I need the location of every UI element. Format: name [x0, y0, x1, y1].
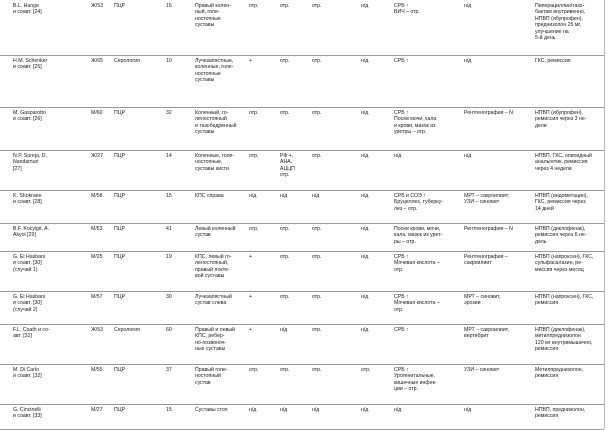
cell-hla-b27: отр.	[312, 254, 322, 260]
cell-authors: G. El Hasbani и соавт. [30] (случай 2)	[13, 294, 46, 313]
cell-interval-days: 15	[166, 407, 172, 413]
cell-diagnostics: ПЦР	[114, 226, 126, 232]
cell-treatment-outcome: НПВП (ибупрофен), ремиссия через 3 не- дели	[535, 110, 587, 129]
cell-lab-findings: СРБ ↑	[394, 58, 409, 64]
cell-treatment-outcome: НПВП (диклофенак), ремиссия через 6 не- дель	[535, 226, 587, 245]
cell-enthesitis: н/д	[249, 407, 257, 413]
cell-hla-b27: отр.	[312, 226, 322, 232]
cell-extra: н/д	[361, 254, 369, 260]
cell-authors: B.F. Kocyigit, A. Akyol [29]	[13, 226, 50, 239]
cell-lab-findings: СРБ ↑ Посев мочи, кала и крови, мазок из уретры – отр.	[394, 110, 437, 136]
cell-authors: K. Shokraee и соавт. [28]	[13, 193, 42, 206]
cell-sex-age: М/60	[91, 110, 103, 116]
cell-diagnostics: ПЦР	[114, 110, 126, 116]
cell-imaging: Рентгенография – N	[464, 226, 513, 232]
cell-joints: Суставы стоп	[195, 407, 228, 413]
cell-authors: F.L. Coath и со- авт. [31]	[13, 327, 50, 340]
cell-diagnostics: ПЦР	[114, 367, 126, 373]
cell-interval-days: 14	[166, 153, 172, 159]
cell-imaging: н/д	[464, 407, 472, 413]
table-right-border	[604, 0, 605, 429]
cell-sex-age: М/25	[91, 254, 103, 260]
cell-hla-b27: отр.	[312, 367, 322, 373]
cell-diagnostics: ПЦР	[114, 407, 126, 413]
cell-authors: G. El Hasbani и соавт. [30] (случай 1)	[13, 254, 46, 273]
cell-authors: M. Gasparotto и соавт. [26]	[13, 110, 46, 123]
cell-enthesitis: +	[249, 327, 253, 333]
cell-sex-age: Ж/53	[91, 327, 104, 333]
cell-sex-age: М/53	[91, 226, 103, 232]
table-row	[0, 251, 604, 292]
table-row	[0, 190, 604, 224]
cell-enthesitis: н/д	[249, 193, 257, 199]
table-row	[0, 324, 604, 365]
cell-lab-findings: СРБ ↑ ВИЧ – отр.	[394, 3, 420, 16]
cell-enthesitis: +	[249, 58, 253, 64]
table-row	[0, 364, 604, 405]
cell-interval-days: 30	[166, 294, 172, 300]
cell-joints: Коленный, го- леностопный и тазобедренный суставы	[195, 110, 237, 136]
cell-imaging: МРТ – сакроилиит; УЗИ – синовит	[464, 193, 510, 206]
cell-imaging: н/д	[464, 153, 472, 159]
cell-rf-ana: отр.	[280, 367, 290, 373]
cell-sex-age: Ж/27	[91, 153, 104, 159]
cell-imaging: н/д	[464, 3, 472, 9]
cell-lab-findings: н/д	[394, 153, 402, 159]
cell-diagnostics: ПЦР	[114, 294, 126, 300]
cell-lab-findings: СРБ ↑ Урогенитальные, кишечные инфек- ции – отр.	[394, 367, 437, 393]
cell-rf-ana: отр.	[280, 3, 290, 9]
cell-rf-ana: отр.	[280, 58, 290, 64]
cell-enthesitis: отр.	[249, 367, 259, 373]
cell-extra: н/д	[361, 153, 369, 159]
cell-treatment-outcome: НПВП (индометацин), ГКС, ремиссия через 14 дней	[535, 193, 588, 212]
cell-sex-age: М/58	[91, 193, 103, 199]
cell-interval-days: 16	[166, 3, 172, 9]
cell-rf-ana: отр.	[280, 226, 290, 232]
cell-rf-ana: отр.	[280, 254, 290, 260]
cell-sex-age: М/57	[91, 294, 103, 300]
cell-extra: н/д	[361, 58, 369, 64]
cell-interval-days: 32	[166, 110, 172, 116]
cell-joints: Правый голе- ностопный сустав	[195, 367, 228, 386]
cell-diagnostics: ПЦР	[114, 193, 126, 199]
cell-diagnostics: Серология	[114, 327, 140, 333]
cell-joints: КПС, левый го- леностопный, правый локте- вой суставы	[195, 254, 232, 280]
cell-lab-findings: СРБ ↑ Мочевая кислота – отр.	[394, 294, 440, 313]
cell-hla-b27: отр.	[312, 153, 322, 159]
cell-rf-ana: н/д	[280, 407, 288, 413]
cell-hla-b27: н/д	[312, 407, 320, 413]
cell-extra: н/д	[361, 3, 369, 9]
cell-rf-ana: РФ +, АНА, АЦЦП отр.	[280, 153, 295, 179]
cell-interval-days: 41	[166, 226, 172, 232]
cell-lab-findings: СРБ и СОЭ ↑ Бруцеллез, туберку- лез – отр.	[394, 193, 443, 212]
cell-treatment-outcome: НПВП, преднизолон, ремиссия	[535, 407, 586, 420]
cell-treatment-outcome: НПВП (диклофенак), метилпреднизолон 120 мг внутримышечно, ремиссия	[535, 327, 593, 353]
cell-imaging: н/д	[464, 58, 472, 64]
cell-diagnostics: ПЦР	[114, 254, 126, 260]
cell-extra: н/д	[361, 294, 369, 300]
table-row	[0, 291, 604, 325]
cell-sex-age: Ж/65	[91, 58, 104, 64]
cell-extra: отр.	[361, 367, 371, 373]
cell-authors: M. Di Carlo и соавт. [32]	[13, 367, 42, 380]
cell-extra: н/д	[361, 226, 369, 232]
table-row	[0, 404, 604, 430]
cell-imaging: УЗИ – синовит	[464, 367, 500, 373]
cell-hla-b27: отр.	[312, 294, 322, 300]
cell-imaging: Рентгенография – сакроилиит	[464, 254, 508, 267]
cell-treatment-outcome: НПВП (напроксен), ГКС, сульфасалазин, ре- миссия через месяц	[535, 254, 594, 273]
cell-interval-days: 10	[166, 58, 172, 64]
cell-enthesitis: отр.	[249, 226, 259, 232]
cell-diagnostics: Серология	[114, 58, 140, 64]
cell-hla-b27: отр.	[312, 3, 322, 9]
table-row	[0, 55, 604, 108]
cell-joints: Лучезапястный сустав слева	[195, 294, 232, 307]
cell-joints: Левый коленный сустав	[195, 226, 236, 239]
cell-enthesitis: отр.	[249, 3, 259, 9]
table-row	[0, 107, 604, 151]
cell-enthesitis: отр.	[249, 153, 259, 159]
cell-joints: КПС справа	[195, 193, 224, 199]
cell-treatment-outcome: ГКС, ремиссия	[535, 58, 571, 64]
cell-extra: н/д	[361, 110, 369, 116]
cell-enthesitis: отр.	[249, 110, 259, 116]
cell-imaging: Рентгенография – N	[464, 110, 513, 116]
cell-rf-ana: отр.	[280, 110, 290, 116]
cell-treatment-outcome: Пиперациллин/тазо- бактам внутривенно, НПВП (ибупрофен), преднизолон 25 мг, улучшение на 5-й день	[535, 3, 586, 42]
cell-hla-b27: отр.	[312, 327, 322, 333]
cell-lab-findings: н/д	[394, 407, 402, 413]
cell-extra: н/д	[361, 193, 369, 199]
cell-authors: H.M. Schenker и соавт. [25]	[13, 58, 48, 71]
cell-rf-ana: н/д	[280, 327, 288, 333]
cell-rf-ana: н/д	[280, 193, 288, 199]
cell-lab-findings: СРБ ↑	[394, 327, 409, 333]
cell-extra: н/д	[361, 327, 369, 333]
cell-imaging: МРТ – сакроилиит, вертебрит	[464, 327, 509, 340]
cell-sex-age: М/27	[91, 407, 103, 413]
cell-enthesitis: +	[249, 294, 253, 300]
cell-imaging: МРТ – синовит, эрозии	[464, 294, 501, 307]
cell-interval-days: 37	[166, 367, 172, 373]
cell-diagnostics: ПЦР	[114, 153, 126, 159]
cell-hla-b27: н/д	[312, 193, 320, 199]
cell-interval-days: 19	[166, 254, 172, 260]
cell-lab-findings: Посев крови, мочи, кала, мазок из урет- ры – отр.	[394, 226, 443, 245]
cell-hla-b27: отр.	[312, 110, 322, 116]
table-row	[0, 223, 604, 252]
cell-extra: н/д	[361, 407, 369, 413]
cell-joints: Правый колен- ный, голе- ностопные суставы	[195, 3, 231, 29]
cell-diagnostics: ПЦР	[114, 3, 126, 9]
cell-hla-b27: отр.	[312, 58, 322, 64]
table-row	[0, 150, 604, 191]
cell-rf-ana: отр.	[280, 294, 290, 300]
cell-enthesitis: +	[249, 254, 253, 260]
cell-treatment-outcome: НПВП (напроксен), ГКС, ремиссия	[535, 294, 594, 307]
cell-sex-age: М/55	[91, 367, 103, 373]
cell-interval-days: 60	[166, 327, 172, 333]
cell-joints: Лучезапястные, коленные, голе- ностопные суставы	[195, 58, 234, 84]
cell-lab-findings: СРБ ↑ Мочевая кислота – отр.	[394, 254, 440, 273]
cell-treatment-outcome: Метилпреднизолон, ремиссия	[535, 367, 584, 380]
cell-joints: Правый и левый КПС, ребер- но-позвоноч- ные суставы	[195, 327, 235, 353]
cell-authors: G. Cincinelli и соавт. [33]	[13, 407, 42, 420]
cell-authors: N.P. Sureja, D. Nandamuri [27]	[13, 153, 47, 172]
table-row	[0, 0, 604, 56]
cell-authors: B.L. Hange и соавт. [24]	[13, 3, 42, 16]
cell-treatment-outcome: НПВП, ГКС, опиоидный анальгетик, ремиссия через 4 недели	[535, 153, 592, 172]
cell-interval-days: 15	[166, 193, 172, 199]
cell-sex-age: Ж/53	[91, 3, 104, 9]
cell-joints: Коленные, голе- ностопные, суставы кисти	[195, 153, 235, 172]
